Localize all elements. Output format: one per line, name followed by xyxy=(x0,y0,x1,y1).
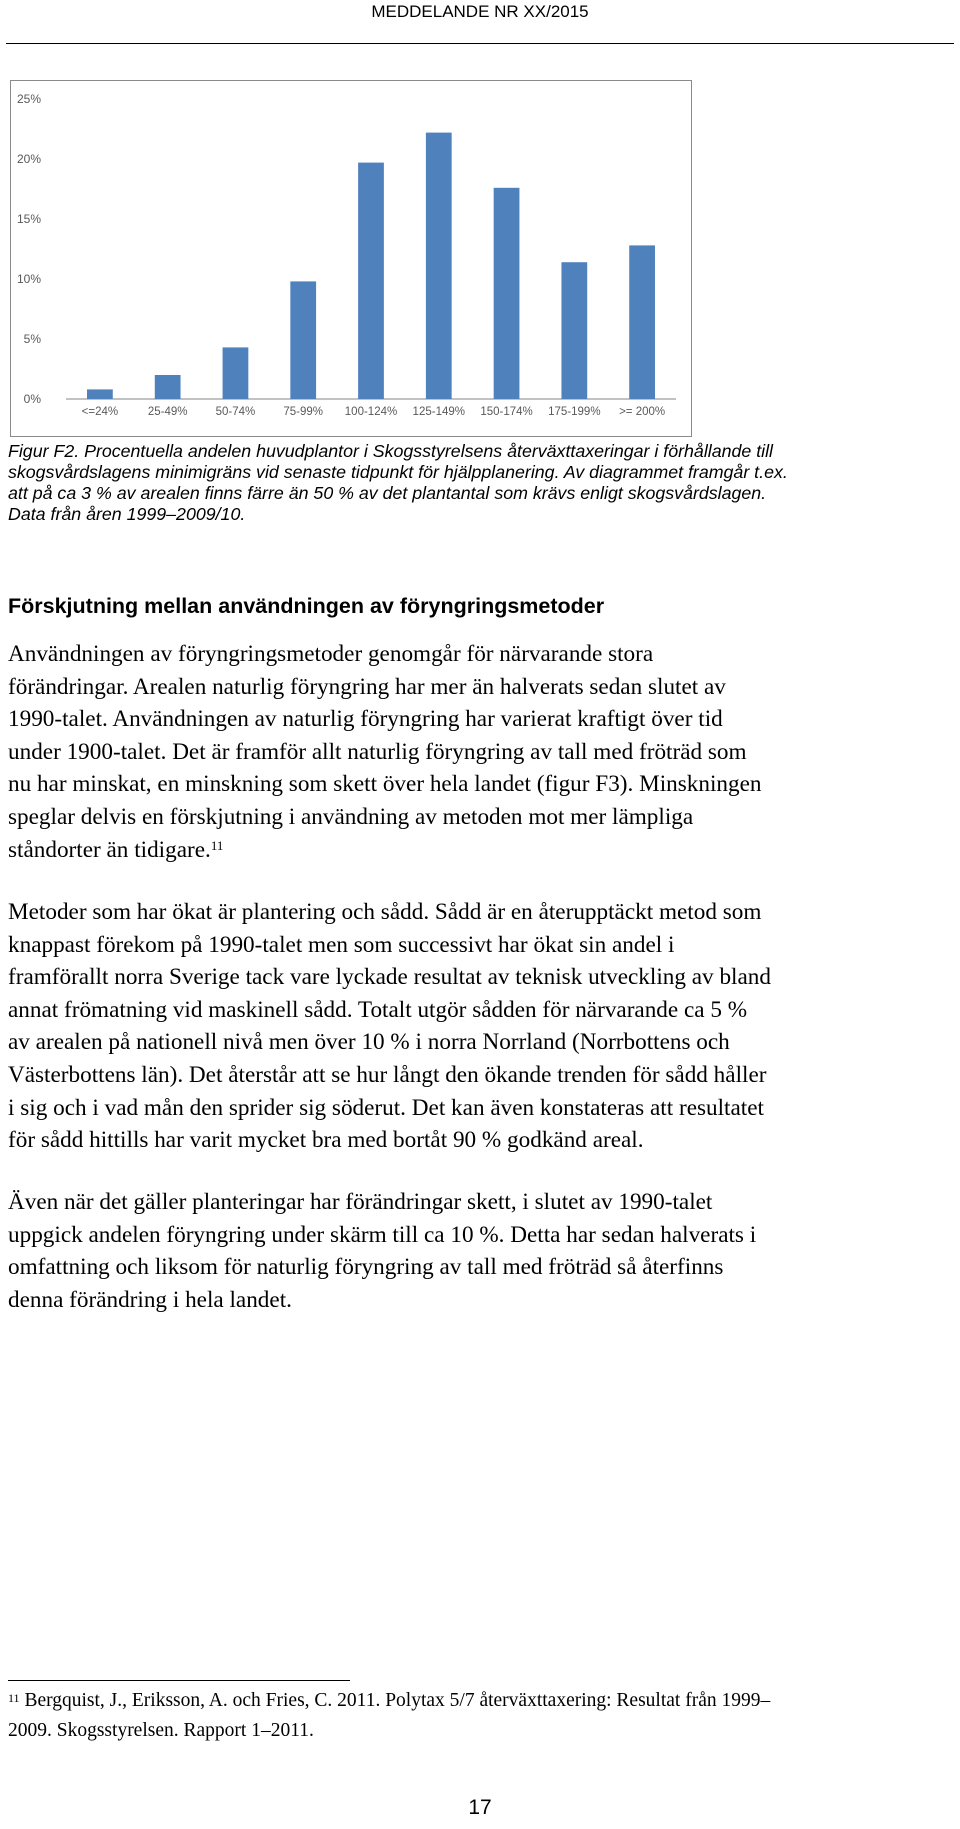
text-line: uppgick andelen föryngring under skärm till ca 10 %. Detta har sedan halverats i xyxy=(8,1221,757,1248)
text-line: 1990-talet. Användningen av naturlig föryngring har varierat kraftigt över tid xyxy=(8,706,723,733)
text-line: under 1900-talet. Det är framför allt naturlig föryngring av tall med fröträd som xyxy=(8,738,747,765)
section-heading: Förskjutning mellan användningen av föryngringsmetoder xyxy=(8,594,605,618)
x-tick-label: <=24% xyxy=(81,406,119,418)
text-line: förändringar. Arealen naturlig föryngring har mer än halverats sedan slutet av xyxy=(8,673,726,700)
bar xyxy=(629,245,655,399)
footnote xyxy=(8,1686,958,1746)
text-line: knappast förekom på 1990-talet men som successivt har ökat sin andel i xyxy=(8,931,675,958)
page-header-title: MEDDELANDE NR XX/2015 xyxy=(371,2,589,21)
bar-chart-canvas xyxy=(11,81,691,436)
text-line: omfattning och liksom för naturlig föryngring av tall med fröträd så återfinns xyxy=(8,1254,724,1281)
bar-chart xyxy=(10,80,692,437)
y-tick-label: 20% xyxy=(16,152,41,166)
text-line: speglar delvis en förskjutning i användning av metoden mot mer lämpliga xyxy=(8,803,694,830)
x-tick-label: 150-174% xyxy=(480,406,533,418)
text-line: i sig och i vad mån den sprider sig söderut. Det kan även konstateras att resultatet xyxy=(8,1094,764,1121)
x-tick-label: 175-199% xyxy=(548,406,601,418)
text-line: av arealen på nationell nivå men över 10 % i norra Norrland (Norrbottens och xyxy=(8,1029,730,1056)
page-number: 17 xyxy=(468,1796,492,1819)
footnote-text: 2009. Skogsstyrelsen. Rapport 1–2011. xyxy=(8,1720,314,1741)
bar xyxy=(358,163,384,399)
caption-line: Data från åren 1999–2009/10. xyxy=(8,504,246,524)
footnote-reference[interactable]: 11 xyxy=(210,837,224,853)
text-line: för sådd hittills har varit mycket bra med bortåt 90 % godkänd areal. xyxy=(8,1127,644,1154)
x-tick-label: 125-149% xyxy=(412,406,465,418)
y-tick-label: 0% xyxy=(23,392,41,406)
text-line: nu har minskat, en minskning som skett över hela landet (figur F3). Minskningen xyxy=(8,771,762,798)
figure-caption xyxy=(8,441,953,525)
paragraph-2 xyxy=(8,896,958,1157)
footnote-line xyxy=(8,1686,958,1716)
text-line: Även när det gäller planteringar har förändringar skett, i slutet av 1990-talet xyxy=(8,1189,713,1215)
y-tick-label: 5% xyxy=(23,332,41,346)
text-line-with-footnote xyxy=(8,834,958,867)
caption-line: att på ca 3 % av arealen finns färre än 50 % av det plantantal som krävs enligt skogsvårdslagen. xyxy=(8,483,767,503)
y-tick-label: 10% xyxy=(16,272,41,286)
bar xyxy=(155,375,181,399)
bar xyxy=(223,347,249,399)
footnote-text: Bergquist, J., Eriksson, A. och Fries, C. 2011. Polytax 5/7 återväxttaxering: Resultat från 1999– xyxy=(24,1690,771,1711)
paragraph-1 xyxy=(8,638,958,866)
x-tick-label: 50-74% xyxy=(215,406,256,418)
x-tick-label: 75-99% xyxy=(283,406,324,418)
x-tick-label: >= 200% xyxy=(619,406,666,418)
footnote-divider xyxy=(8,1680,350,1681)
text-line: Metoder som har ökat är plantering och sådd. Sådd är en återupptäckt metod som xyxy=(8,899,762,925)
bar xyxy=(561,262,587,399)
footnote-number: 11 xyxy=(8,1691,20,1705)
bar xyxy=(494,188,520,399)
x-tick-label: 25-49% xyxy=(147,406,188,418)
caption-line: skogsvårdslagens minimigräns vid senaste tidpunkt för hjälpplanering. Av diagrammet framgår t.ex. xyxy=(8,462,788,482)
bar xyxy=(426,133,452,399)
bar xyxy=(290,281,316,399)
paragraph-3 xyxy=(8,1186,958,1316)
text-line: Västerbottens län). Det återstår att se hur långt den ökande trenden för sådd håller xyxy=(8,1061,767,1088)
y-tick-label: 15% xyxy=(16,212,41,226)
text-line: Användningen av föryngringsmetoder genomgår för närvarande stora xyxy=(8,641,654,667)
text-line: framförallt norra Sverige tack vare lyckade resultat av teknisk utveckling av bland xyxy=(8,964,771,991)
text-line: denna förändring i hela landet. xyxy=(8,1286,292,1313)
caption-line: Figur F2. Procentuella andelen huvudplantor i Skogsstyrelsens återväxttaxeringar i förhållande till xyxy=(8,441,774,461)
text-line: annat frömatning vid maskinell sådd. Totalt utgör sådden för närvarande ca 5 % xyxy=(8,996,748,1023)
header-divider xyxy=(6,43,954,44)
x-tick-label: 100-124% xyxy=(344,406,398,418)
bar xyxy=(87,389,113,399)
y-tick-label: 25% xyxy=(16,92,41,106)
text-line: ståndorter än tidigare. xyxy=(8,836,211,863)
